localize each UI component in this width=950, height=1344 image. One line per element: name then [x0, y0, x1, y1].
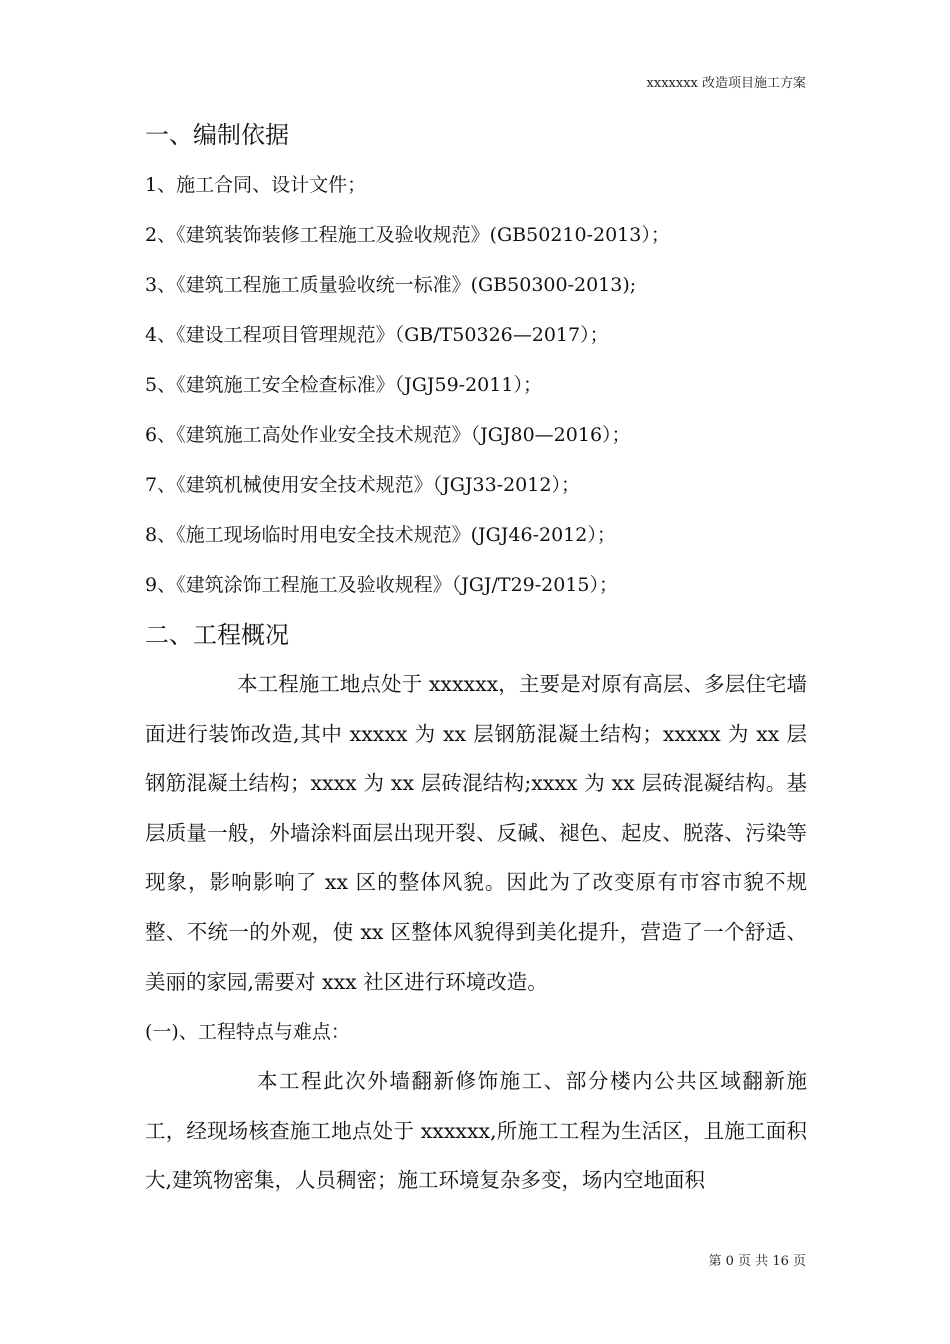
page-footer: 第 0 页 共 16 页 [708, 1254, 806, 1269]
section-heading-overview: 二、工程概况 [145, 621, 289, 649]
basis-item-9: 9、《建筑涂饰工程施工及验收规程》（JGJ/T29-2015）； [145, 574, 619, 596]
basis-item-8: 8、《施工现场临时用电安全技术规范》(JGJ46-2012）； [145, 524, 616, 546]
basis-item-7: 7、《建筑机械使用安全技术规范》（JGJ33-2012）； [145, 474, 580, 496]
features-paragraph: 本工程此次外墙翻新修饰施工、部分楼内公共区域翻新施工，经现场核查施工地点处于 xxxxxx,所施工工程为生活区，且施工面积大,建筑物密集，人员稠密；施工环境复杂多变，场内空地面积 [145, 1069, 807, 1193]
page-content [145, 110, 807, 1206]
section-heading-basis: 一、编制依据 [145, 121, 289, 149]
overview-paragraph: 本工程施工地点处于 xxxxxx，主要是对原有高层、多层住宅墙面进行装饰改造,其中 xxxxx 为 xx 层钢筋混凝土结构；xxxxx 为 xx 层钢筋混凝土结构；xxxx 为 xx 层砖混结构;xxxx 为 xx 层砖混凝结构。基层质量一般，外墙涂料面层出现开裂、反碱、褪色、起皮、脱落、污染等现象，影响影响了 xx 区的整体风貌。因此为了改变原有市容市貌不规整、不统一的外观，使 xx 区整体风貌得到美化提升，营造了一个舒适、美丽的家园,需要对 xxx 社区进行环境改造。 [145, 672, 807, 994]
basis-item-4: 4、《建设工程项目管理规范》（GB/T50326—2017）； [145, 324, 609, 346]
basis-item-5: 5、《建筑施工安全检查标准》（JGJ59-2011）； [145, 374, 542, 396]
basis-item-2: 2、《建筑装饰装修工程施工及验收规范》(GB50210-2013）； [145, 224, 670, 246]
basis-item-6: 6、《建筑施工高处作业安全技术规范》（JGJ80—2016）； [145, 424, 631, 446]
basis-item-3: 3、《建筑工程施工质量验收统一标准》(GB50300-2013); [145, 274, 637, 296]
basis-item-1: 1、施工合同、设计文件； [145, 174, 367, 196]
page-header: xxxxxxx 改造项目施工方案 [646, 76, 806, 91]
subsection-heading-features: (一)、工程特点与难点： [145, 1021, 350, 1044]
